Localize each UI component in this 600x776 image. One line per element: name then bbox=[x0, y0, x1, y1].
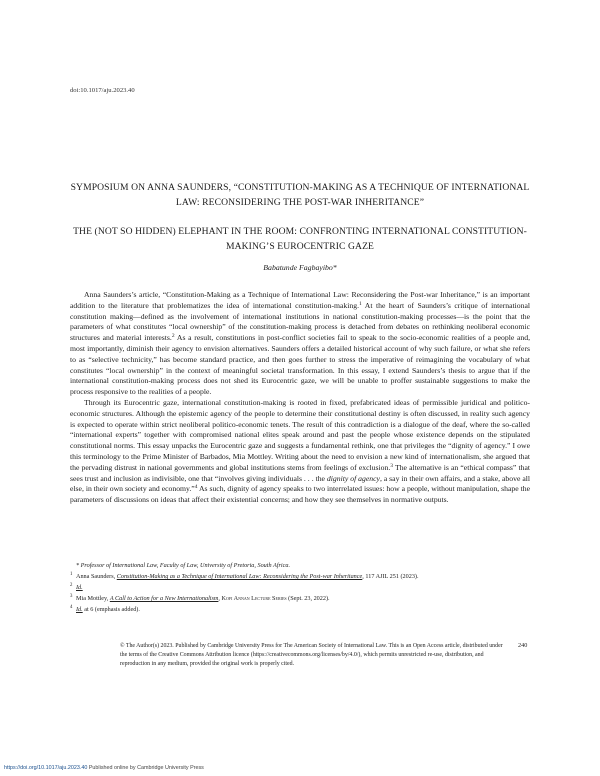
paragraph-1 bbox=[70, 290, 530, 398]
footnote-4-text: at 6 (emphasis added). bbox=[82, 606, 140, 613]
footnote-4-number: 4 bbox=[70, 605, 73, 610]
footnote-1-number: 1 bbox=[70, 572, 73, 577]
article-title: THE (NOT SO HIDDEN) ELEPHANT IN THE ROOM: CONFRONTING INTERNATIONAL CONSTITUTION-MAKING’S EUROCENTRIC GAZE bbox=[73, 226, 527, 252]
copyright-notice: © The Author(s) 2023. Published by Cambridge University Press for The American Society of International Law. This is an Open Access article, distributed under the terms of the Creative Commons Attribution licence (https://creativecommons.org/licenses/by/4.0/), which permits unrestricted re-use, distribution, and reproduction in any medium, provided the original work is properly cited. bbox=[120, 643, 503, 667]
footnote-ref-2[interactable]: 2 bbox=[171, 333, 175, 340]
footnote-4 bbox=[70, 604, 530, 615]
p2-text-a: Through its Eurocentric gaze, international constitution-making is rooted in fixed, prefabricated ideas of permissible juridical and politico-economic structures. Although the epistemic agency of the people to determine their constitutional destiny is often discussed, in reality such agency is expected to operate within strict neoliberal politico-economic tenets. The result of this contradiction is a dialogue of the deaf, where the so-called “international experts” together with compromised national elites speak around and past the people whose existence depends on the stipulated constitutional norms. This essay unpacks the Eurocentric gaze and suggests a fundamental rethink, one that privileges the “dignity of agency.” I owe this terminology to the Prime Minister of Barbados, Mia Mottley. Writing about the need to envision a new kind of internationalism, she argued that the pervading distrust in national governments and global institutions stems from feelings of exclusion. bbox=[70, 397, 530, 472]
p1-text-a: Anna Saunders’s article, “Constitution-Making as a Technique of International Law: Reconsidering the Post-war Inheritance,” is an important addition to the literature that problematizes the idea of international constitution-making. bbox=[70, 290, 530, 310]
doi-label: doi:10.1017/aju.2023.40 bbox=[70, 87, 135, 94]
symposium-heading: SYMPOSIUM ON ANNA SAUNDERS, “CONSTITUTION-MAKING AS A TECHNIQUE OF INTERNATIONAL LAW: RECONSIDERING THE POST-WAR INHERITANCE” bbox=[70, 182, 530, 208]
published-online-text: Published online by Cambridge University Press bbox=[87, 765, 204, 771]
article-body bbox=[70, 290, 530, 506]
footnote-ref-1[interactable]: 1 bbox=[359, 300, 362, 307]
footnote-1-link[interactable]: Constitution-Making as a Technique of International Law: Reconsidering the Post-war Inheritance bbox=[116, 573, 363, 580]
footnote-3-sep: , bbox=[218, 595, 222, 602]
p2-text-d: As such, dignity of agency speaks to two interrelated issues: how a people, without manipulation, shape the parameters of discussions on ideas that affect their existential concerns; and how they see themselves in normative outputs. bbox=[70, 484, 530, 505]
footnote-3-series: Kofi Annan Lecture Series bbox=[221, 595, 287, 602]
footnote-1-text: Anna Saunders, bbox=[76, 573, 117, 580]
paragraph-2 bbox=[70, 398, 530, 506]
page-number: 240 bbox=[518, 642, 528, 649]
footnote-3-number: 3 bbox=[70, 594, 73, 599]
p2-emphasis: dignity of agency bbox=[326, 473, 380, 483]
footnote-1 bbox=[70, 571, 530, 582]
bottom-bar bbox=[4, 765, 204, 771]
author-name: Babatunde Fagbayibo* bbox=[263, 263, 337, 272]
footnote-2-link[interactable]: Id. bbox=[76, 584, 83, 591]
footnote-3-link[interactable]: A Call to Action for a New Internationalism bbox=[109, 595, 219, 602]
footnote-2-number: 2 bbox=[70, 583, 73, 588]
footnote-4-link[interactable]: Id. bbox=[76, 606, 83, 613]
footnote-3-text: Mia Mottley, bbox=[76, 595, 110, 602]
p2-text-b: The alternative is an “ethical compass” that sees trust and inclusion as indivisible, one that “involves giving individuals . . . the bbox=[70, 462, 530, 483]
p1-text-b: At the heart of Saunders’s critique of international constitution making—defined as the involvement of international institutions in national constitution-making processes—is the point that the parameters of what constitutes “local ownership” of the constitution-making process is detached from debates on rethinking neoliberal economic structures and material interests. bbox=[70, 300, 531, 343]
footnote-star bbox=[70, 560, 530, 571]
doi-link[interactable]: https://doi.org/10.1017/aju.2023.40 bbox=[4, 765, 88, 771]
footnote-star-text: * Professor of International Law, Faculty of Law, University of Pretoria, South Africa. bbox=[76, 562, 291, 569]
footnote-3 bbox=[70, 593, 530, 604]
footnote-ref-3[interactable]: 3 bbox=[390, 462, 393, 469]
p2-text-c: , a say in their own affairs, and a stake, above all else, in their own society and economy.” bbox=[70, 473, 530, 494]
footnote-2 bbox=[70, 582, 530, 593]
footnote-3-date: (Sept. 23, 2022). bbox=[286, 595, 330, 602]
footnotes bbox=[70, 560, 530, 615]
footnote-ref-4[interactable]: 4 bbox=[194, 484, 198, 491]
p1-text-c: As a result, constitutions in post-conflict societies fail to speak to the socio-economic realities of a people and, most importantly, diminish their agency to envision alternatives. Saunders offers a detailed historical account of why such failure, or what she refers to as “selective technicity,” has become standard practice, and then goes further to stress the imperative of reimagining the vocabulary of what constitutes “local ownership” in the context of meaningful societal transformation. In this essay, I extend Saunders’s thesis to argue that if the international constitution-making process does not shed its Eurocentric gaze, we will be unable to proffer sustainable suggestions to make the process responsive to the realities of a people. bbox=[70, 333, 530, 397]
footnote-1-citation: , 117 AJIL 251 (2023). bbox=[362, 573, 419, 580]
